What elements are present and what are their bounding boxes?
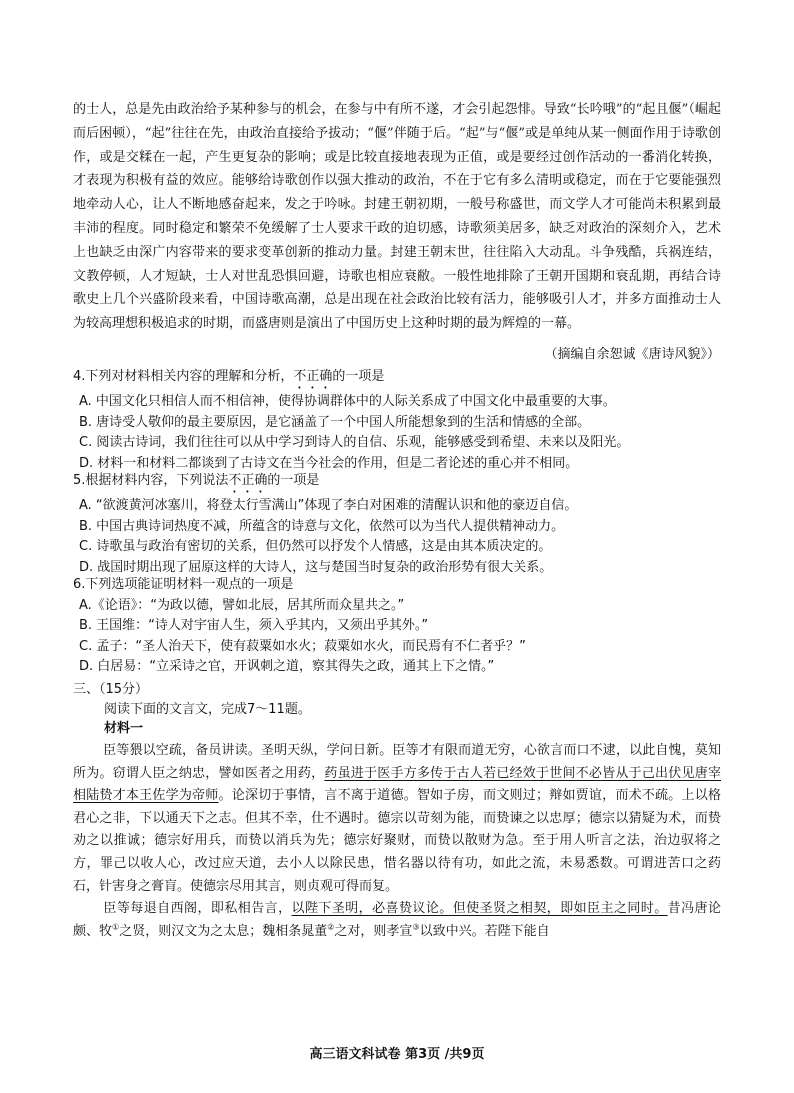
option-a: A. 中国文化只相信人而不相信神，使得协调群体中的人际关系成了中国文化中最重要的大事。 (79, 394, 616, 409)
option-a: A. “欲渡黄河冰塞川，将登太行雪满山”体现了李白对困难的清醒认识和他的豪迈自信。 (79, 498, 578, 513)
option-a: A.《论语》：“为政以德，譬如北辰，居其所而众星共之。” (79, 597, 405, 613)
classical-text: 臣等猥以空疏，备员讲读。圣明天纵，学问日新。臣等才有限而道无穷，心欲言而口不逮，以此自愧，莫知所为。窃谓人臣之纳忠，譬如医者之用药，药虽进于医手方多传于古人若已经效于世间不必皆从于己出伏见唐宰相陆贽才本王佐学为帝师。论深切于事情，言不离于道德。智如子房，而文则过；辩如贾谊，而术不疏。上以格君心之非，下以通天下之志。但其不幸，仕不遇时。德宗以苛刻为能，而贽谏之以忠厚；德宗以猜疑为术，而贽劝之以推诚；德宗好用兵，而贽以消兵为先；德宗好聚财，而贽以散财为急。至于用人听言之法，治边驭将之方，罪己以收人心，改过应天道，去小人以除民患，惜名器以待有功，如此之流，未易悉数。可谓进苦口之药石，针害身之膏肓。使德宗尽用其言，则贞观可得而复。 臣等每退自西阁，即私相告言，以陛下圣明，必喜贽议论。但使圣贤之相契，即如臣主之同时。昔冯唐论颇、牧①之贤，则汉文为之太息；魏相条晁董②之对，则孝宣③以致中兴。若陛下能自 (73, 743, 721, 939)
option-d: D. 战国时期出现了屈原这样的大诗人，这与楚国当时复杂的政治形势有很大关系。 (79, 559, 553, 575)
passage-paragraph: 的士人，总是先由政治给予某种参与的机会，在参与中有所不遂，才会引起怨悱。导致“长吟哦”的“起且偃”（崛起而后困顿），“起”往往在先，由政治直接给予拔动；“偃”伴随于后。“起”与“偃”或是单纯从某一侧面作用于诗歌创作，或是交糅在一起，产生更复杂的影响；或是比较直接地表现为正值，或是要经过创作活动的一番消化转换，才表现为积极有益的效应。能够给诗歌创作以强大推动的政治，不在于它有多么清明或稳定，而在于它要能强烈地牵动人心，让人不断地感奋起来，发之于吟咏。封建王朝初期，一般号称盛世，而文学人才可能尚未积累到最丰沛的程度。同时稳定和繁荣不免缓解了士人要求干政的迫切感，诗歌须美居多，缺乏对政治的深刻介入，艺术上也缺乏由深广内容带来的要求变革创新的推动力量。封建王朝末世，往往陷入大动乱。斗争残酷，兵祸连结，文教停顿，人才短缺，士人对世乱恐惧回避，诗歌也相应衰敝。一般性地排除了王朝开国期和衰乱期，再结合诗歌史上几个兴盛阶段来看，中国诗歌高潮，总是出现在社会政治比较有活力，能够吸引人才，并多方面推动士人为较高理想积极追求的时期，而盛唐则是演出了中国历史上这种时期的最为辉煌的一幕。 (73, 102, 721, 332)
option-c: C. 孟子：“圣人治天下，使有菽粟如水火；菽粟如水火，而民焉有不仁者乎？” (79, 638, 526, 654)
passage-citation: （摘编自余恕诚《唐诗风貌》） (544, 347, 720, 362)
option-d: D. 白居易：“立采诗之官，开讽刺之道，察其得失之政，通其上下之情。” (79, 659, 495, 674)
question-4 (73, 367, 723, 474)
section-heading: 三、（15分） (73, 682, 149, 697)
option-b: B. 唐诗受人敬仰的最主要原因，是它涵盖了一个中国人所能想象到的生活和情感的全部。 (79, 414, 591, 430)
question-stem: 5.根据材料内容，下列说法不正确的一项是 (73, 473, 320, 488)
question-5 (73, 471, 723, 578)
question-stem: 4.下列对材料相关内容的理解和分析，不正确的一项是 (73, 369, 385, 384)
option-c: C. 阅读古诗词，我们往往可以从中学习到诗人的自信、乐观，能够感受到希望、未来以及阳光。 (79, 435, 630, 450)
section-instruction: 阅读下面的文言文，完成7～11题。 (104, 702, 311, 717)
question-stem: 6.下列选项能证明材料一观点的一项是 (73, 577, 294, 592)
underlined-sentence: 药虽进于医手方多传于古人若已经效于世间不必皆从于己出伏见唐宰相陆贽才本王佐学为帝师 (73, 765, 721, 804)
page-footer: 高三语文科试卷 第3页 /共9页 (309, 1047, 485, 1062)
emphasis-text: 不正确 (228, 473, 268, 488)
material-label: 材料一 (104, 721, 144, 736)
option-d: D. 材料一和材料二都谈到了古诗文在当今社会的作用，但是二者论述的重心并不相同。 (79, 455, 579, 471)
footnote-marker: ③ (412, 922, 420, 932)
underlined-sentence: 以陛下圣明，必喜贽议论。但使圣贤之相契，即如臣主之同时。 (291, 901, 668, 917)
option-b: B. 王国维：“诗人对宇宙人生，须入乎其内，又须出乎其外。” (79, 618, 429, 633)
option-b: B. 中国古典诗词热度不减，所蕴含的诗意与文化，依然可以为当代人提供精神动力。 (79, 518, 565, 534)
option-c: C. 诗歌虽与政治有密切的关系，但仍然可以抒发个人情感，这是由其本质决定的。 (79, 539, 552, 554)
footnote-marker: ② (327, 922, 335, 932)
emphasis-text: 不正确 (293, 369, 333, 384)
footnote-marker: ① (112, 922, 120, 932)
question-6 (73, 575, 723, 678)
